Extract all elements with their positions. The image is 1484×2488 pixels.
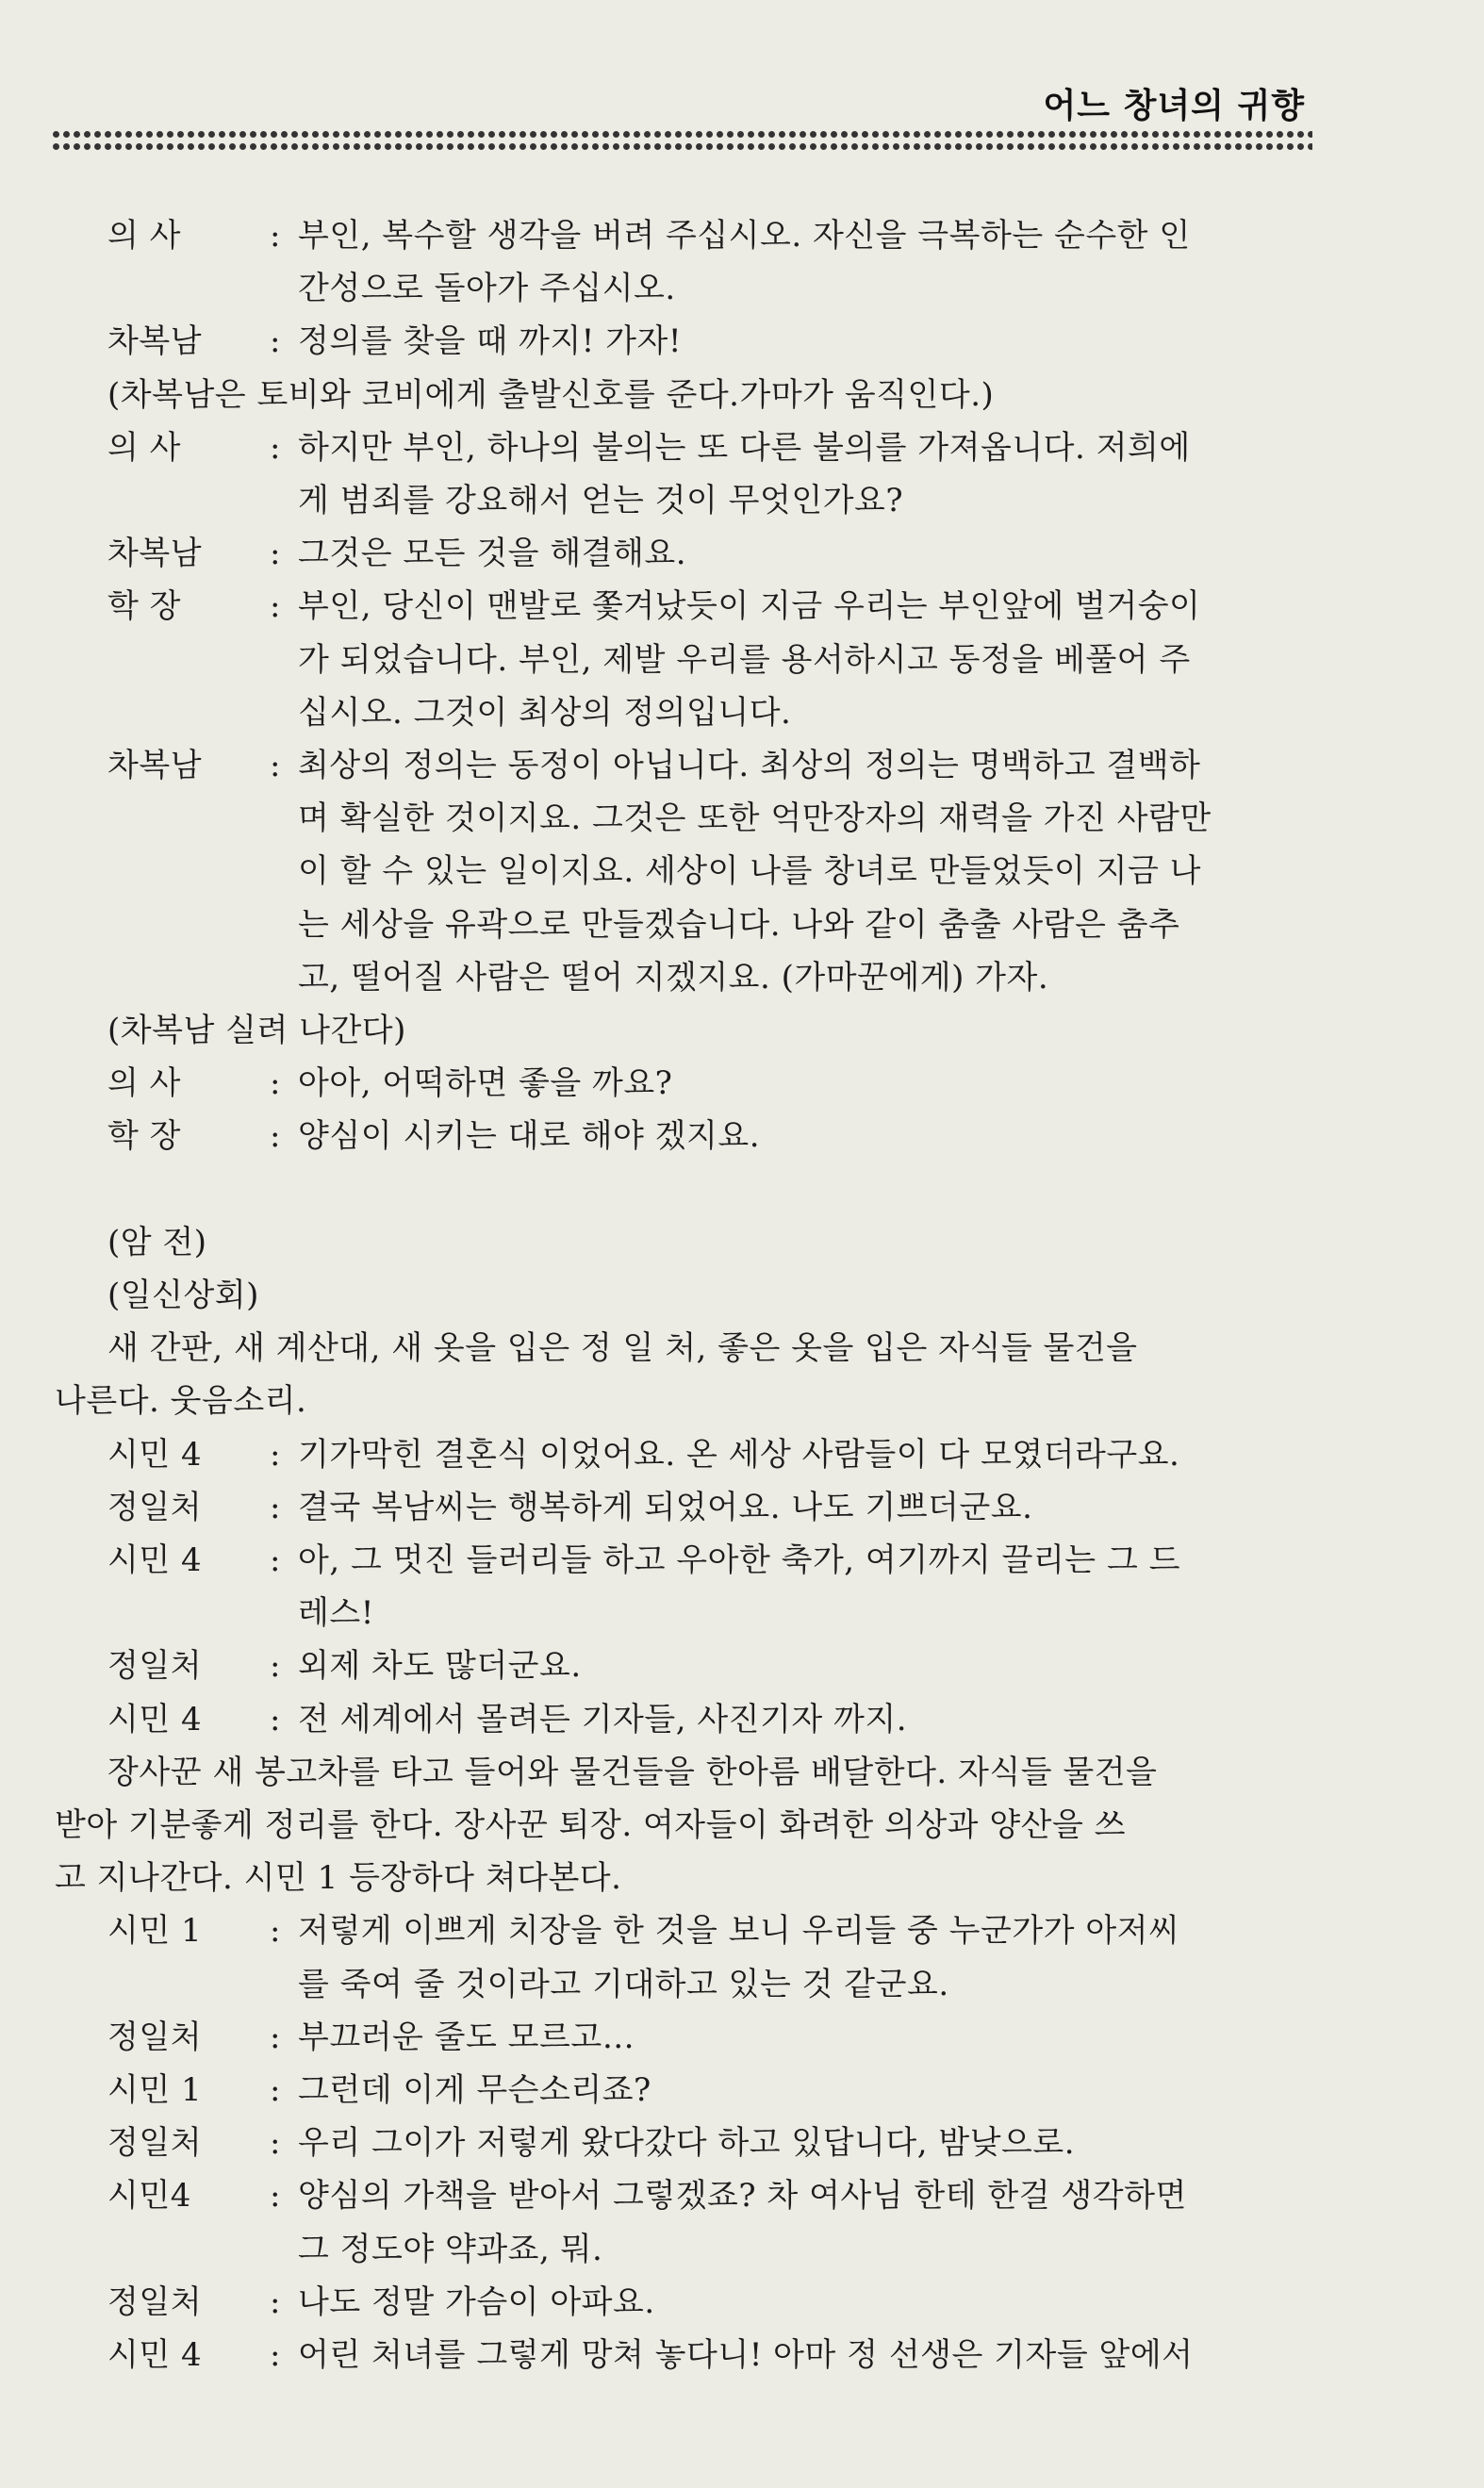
speaker-name: 정일처: [107, 1647, 203, 1686]
line-text: (차복남은 토비와 코비에게 출발신호를 준다.가마가 움직인다.): [107, 375, 995, 414]
speaker-name: 차복남: [107, 747, 203, 784]
speaker-name: 정일처: [107, 2124, 203, 2163]
line-text: 받아 기분좋게 정리를 한다. 장사꾼 퇴장. 여자들이 화려한 의상과 양산을 쓰: [55, 1806, 1127, 1844]
line-text: 며 확실한 것이지요. 그것은 또한 억만장자의 재력을 가진 사람만: [298, 799, 1212, 838]
line-text: 가 되었습니다. 부인, 제발 우리를 용서하시고 동정을 베풀어 주: [298, 640, 1191, 679]
line-text: 십시오. 그것이 최상의 정의입니다.: [298, 693, 792, 732]
dialogue-text: 외제 차도 많더군요.: [298, 1647, 582, 1686]
speaker-name: 차복남: [107, 322, 203, 361]
dialogue-text: 그런데 이게 무슨소리죠?: [298, 2071, 651, 2109]
running-head-title: 어느 창녀의 귀향: [1043, 87, 1305, 125]
speaker-separator: :: [270, 1647, 281, 1686]
speaker-name: 의 사: [107, 1064, 181, 1103]
line-text: 게 범죄를 강요해서 얻는 것이 무엇인가요?: [298, 482, 904, 519]
speaker-separator: :: [270, 1117, 281, 1156]
dialogue-text: 부끄러운 줄도 모르고…: [298, 2018, 635, 2056]
dialogue-text: 나도 정말 가슴이 아파요.: [298, 2282, 655, 2321]
speaker-separator: :: [270, 1541, 281, 1579]
speaker-name: 의 사: [107, 428, 181, 467]
speaker-name: 의 사: [107, 217, 181, 255]
dialogue-text: 정의를 찾을 때 까지! 가자!: [298, 322, 682, 361]
speaker-name: 시민 1: [107, 2071, 203, 2109]
speaker-separator: :: [270, 2124, 281, 2163]
dialogue-text: 어린 처녀를 그렇게 망쳐 놓다니! 아마 정 선생은 기자들 앞에서: [298, 2336, 1194, 2374]
speaker-separator: :: [270, 2336, 281, 2374]
dialogue-text: 양심의 가책을 받아서 그렇겠죠? 차 여사님 한테 한걸 생각하면: [298, 2177, 1187, 2216]
line-text: 고 지나간다. 시민 1 등장하다 쳐다본다.: [55, 1859, 622, 1898]
dialogue-text: 하지만 부인, 하나의 불의는 또 다른 불의를 가져옵니다. 저희에: [298, 428, 1191, 467]
speaker-separator: :: [270, 2018, 281, 2056]
speaker-separator: :: [270, 1064, 281, 1103]
line-text: 그 정도야 약과죠, 뭐.: [298, 2230, 603, 2268]
speaker-separator: :: [270, 587, 281, 626]
speaker-separator: :: [270, 1488, 281, 1526]
speaker-separator: :: [270, 1700, 281, 1738]
speaker-separator: :: [270, 322, 281, 361]
line-text: 간성으로 돌아가 주십시오.: [298, 270, 676, 308]
dialogue-text: 아, 그 멋진 들러리들 하고 우아한 축가, 여기까지 끌리는 그 드: [298, 1541, 1180, 1579]
speaker-name: 정일처: [107, 1488, 203, 1526]
dialogue-text: 저렇게 이쁘게 치장을 한 것을 보니 우리들 중 누군가가 아저씨: [298, 1912, 1180, 1951]
speaker-name: 시민 1: [107, 1912, 203, 1951]
speaker-name: 정일처: [107, 2282, 203, 2321]
speaker-name: 시민4: [107, 2177, 191, 2216]
speaker-separator: :: [270, 2282, 281, 2321]
speaker-name: 시민 4: [107, 2336, 203, 2374]
speaker-separator: :: [270, 1912, 281, 1951]
dialogue-text: 그것은 모든 것을 해결해요.: [298, 535, 687, 573]
line-text: 나른다. 웃음소리.: [55, 1382, 307, 1421]
dialogue-text: 우리 그이가 저렇게 왔다갔다 하고 있답니다, 밤낮으로.: [298, 2124, 1076, 2163]
dialogue-text: 부인, 당신이 맨발로 쫓겨났듯이 지금 우리는 부인앞에 벌거숭이: [298, 587, 1201, 626]
speaker-name: 시민 4: [107, 1541, 203, 1579]
dialogue-text: 최상의 정의는 동정이 아닙니다. 최상의 정의는 명백하고 결백하: [298, 747, 1201, 784]
speaker-separator: :: [270, 2071, 281, 2109]
line-text: 를 죽여 줄 것이라고 기대하고 있는 것 같군요.: [298, 1965, 949, 2003]
speaker-separator: :: [270, 428, 281, 467]
speaker-name: 시민 4: [107, 1435, 203, 1474]
speaker-name: 차복남: [107, 535, 203, 573]
dialogue-text: 부인, 복수할 생각을 버려 주십시오. 자신을 극복하는 순수한 인: [298, 217, 1191, 255]
speaker-separator: :: [270, 2177, 281, 2216]
speaker-name: 학 장: [107, 587, 181, 626]
speaker-separator: :: [270, 217, 281, 255]
line-text: 이 할 수 있는 일이지요. 세상이 나를 창녀로 만들었듯이 지금 나: [298, 852, 1201, 891]
line-text: (차복남 실려 나간다): [107, 1012, 406, 1049]
speaker-separator: :: [270, 1435, 281, 1474]
speaker-name: 시민 4: [107, 1700, 203, 1738]
speaker-separator: :: [270, 747, 281, 784]
line-text: 는 세상을 유곽으로 만들겠습니다. 나와 같이 춤출 사람은 춤추: [298, 905, 1180, 944]
dialogue-text: 아아, 어떡하면 좋을 까요?: [298, 1064, 673, 1103]
line-text: 새 간판, 새 계산대, 새 옷을 입은 정 일 처, 좋은 옷을 입은 자식들 물건을: [107, 1329, 1138, 1368]
line-text: (암 전): [107, 1223, 207, 1261]
dotted-header-rule: [51, 128, 1312, 153]
speaker-name: 정일처: [107, 2018, 203, 2056]
line-text: 고, 떨어질 사람은 떨어 지겠지요. (가마꾼에게) 가자.: [298, 958, 1049, 997]
line-text: 레스!: [298, 1594, 374, 1633]
dialogue-text: 전 세계에서 몰려든 기자들, 사진기자 까지.: [298, 1700, 907, 1738]
line-text: (일신상회): [107, 1277, 259, 1314]
speaker-separator: :: [270, 535, 281, 573]
line-text: 장사꾼 새 봉고차를 타고 들어와 물건들을 한아름 배달한다. 자식들 물건을: [107, 1753, 1158, 1791]
speaker-name: 학 장: [107, 1117, 181, 1156]
dialogue-text: 양심이 시키는 대로 해야 겠지요.: [298, 1117, 761, 1156]
dialogue-text: 결국 복남씨는 행복하게 되었어요. 나도 기쁘더군요.: [298, 1488, 1033, 1526]
dialogue-text: 기가막힌 결혼식 이었어요. 온 세상 사람들이 다 모였더라구요.: [298, 1435, 1180, 1474]
